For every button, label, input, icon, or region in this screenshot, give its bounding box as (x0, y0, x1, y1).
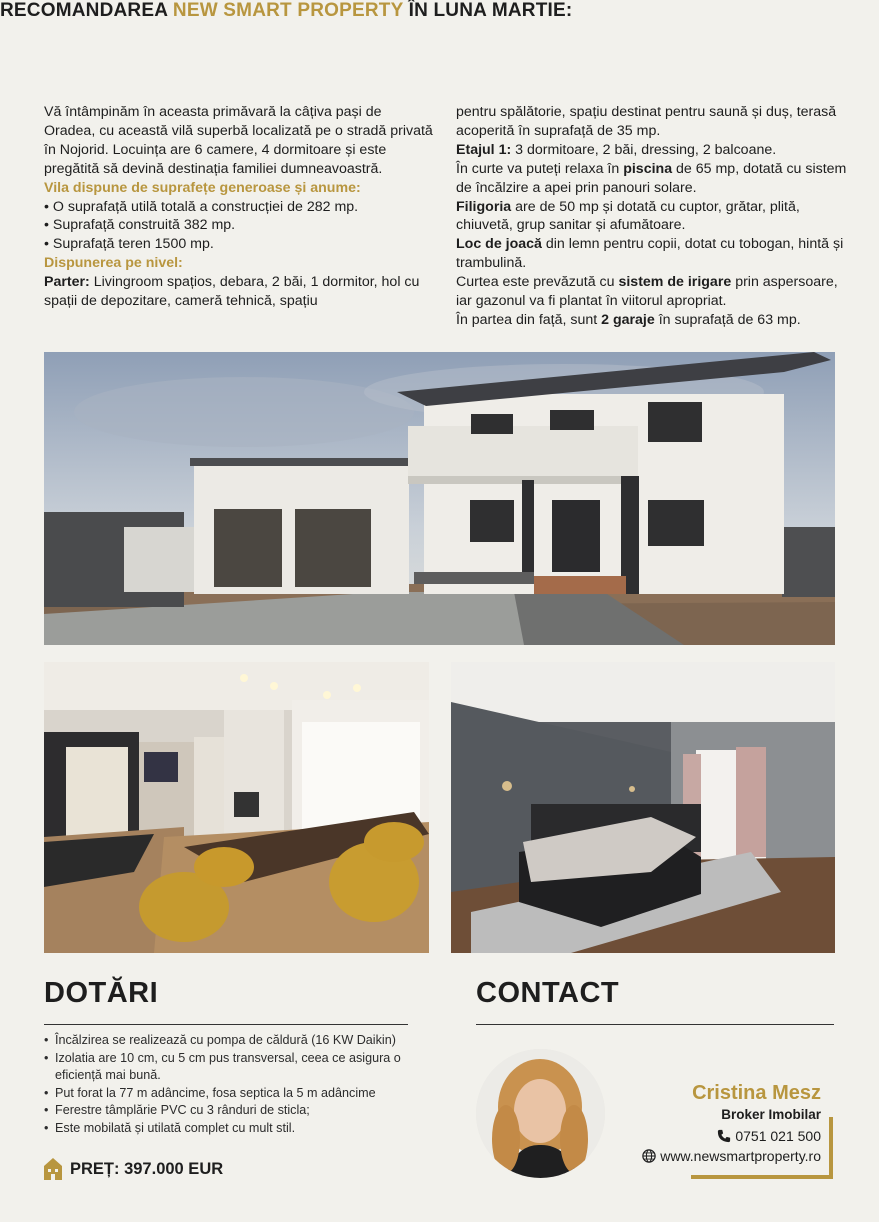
intro-paragraph: Vă întâmpinăm în aceasta primăvară la câțiva pași de Oradea, cu această vilă superbă localizată pe o stradă privată în Nojorid. Locuința are 6 camere, 4 dormitoare și este pregătită să devină destinația familiei dumneavoastră. (44, 104, 433, 177)
price-row (44, 1158, 223, 1180)
irrigation-label: sistem de irigare (618, 274, 732, 291)
filigoria-text: are de 50 mp și dotată cu cuptor, grătar, plită, chiuvetă, grup sanitar și afumătoare. (456, 198, 800, 234)
surfaces-heading: Vila dispune de suprafețe generoase și anume: (44, 179, 361, 196)
description-left-column (44, 103, 436, 311)
surface-item: • Suprafață construită 382 mp. (44, 216, 436, 235)
surface-item: • Suprafață teren 1500 mp. (44, 235, 436, 254)
ground-floor-paragraph (44, 273, 436, 311)
house-icon (44, 1158, 62, 1180)
house-exterior-photo (44, 352, 835, 645)
ground-floor-continued: pentru spălătorie, spațiu destinat pentru saună și duș, terasă acoperită în suprafață de 35 mp. (456, 104, 837, 139)
dotari-item: • Ferestre tâmplărie PVC cu 3 rânduri de sticla; (44, 1102, 404, 1120)
bedroom-photo (451, 662, 835, 953)
first-floor-text: 3 dormitoare, 2 băi, dressing, 2 balcoane. (511, 141, 777, 158)
playground-text: din lemn pentru copii, dotat cu tobogan, hintă și trambulină. (456, 236, 844, 272)
irrigation-pre: Curtea este prevăzută cu (456, 274, 619, 291)
agent-name: Cristina Mesz (692, 1082, 821, 1104)
agent-avatar (476, 1049, 605, 1178)
pool-label: piscina (623, 160, 673, 177)
garage-post: în suprafață de 63 mp. (654, 311, 801, 328)
irrigation-post: prin aspersoare, iar gazonul va fi plantat în viitorul apropriat. (456, 274, 838, 310)
phone-icon (717, 1129, 731, 1143)
first-floor-label: Etajul 1: (456, 141, 512, 158)
garage-label: 2 garaje (601, 311, 655, 328)
dotari-item: • Încălzirea se realizează cu pompa de căldură (16 KW Daikin) (44, 1032, 404, 1050)
pool-paragraph (456, 160, 856, 198)
dotari-item: • Este mobilată și utilată complet cu mult stil. (44, 1120, 404, 1138)
dotari-item: • Izolatia are 10 cm, cu 5 cm pus transversal, ceea ce asigura o eficiență mai bună. (44, 1050, 404, 1085)
headline-brand: NEW SMART PROPERTY (172, 0, 404, 21)
contact-title: CONTACT (476, 977, 620, 1009)
website-row[interactable] (642, 1148, 821, 1164)
globe-icon (642, 1149, 656, 1163)
page-headline (0, 0, 879, 22)
playground-label: Loc de joacă (456, 236, 542, 253)
description-right-column (456, 103, 856, 330)
playground-paragraph (456, 235, 856, 273)
dotari-divider (44, 1024, 408, 1025)
headline-suffix: ÎN LUNA MARTIE: (403, 0, 573, 21)
filigoria-paragraph (456, 198, 856, 236)
website-link[interactable]: www.newsmartproperty.ro (660, 1148, 821, 1164)
surfaces-list (44, 198, 436, 255)
filigoria-label: Filigoria (456, 198, 512, 215)
pool-post: de 65 mp, dotată cu sistem de încălzire a apei prin panouri solare. (456, 160, 847, 196)
price-text: PREȚ: 397.000 EUR (70, 1159, 224, 1178)
ground-floor-text: Livingroom spațios, debara, 2 băi, 1 dormitor, hol cu spații de depozitare, cameră tehnică, spațiu (44, 274, 420, 310)
garage-paragraph (456, 311, 856, 330)
first-floor-paragraph (456, 141, 856, 160)
headline-prefix: RECOMANDAREA (0, 0, 173, 21)
phone-row[interactable] (717, 1128, 821, 1144)
irrigation-paragraph (456, 273, 856, 311)
dotari-list (44, 1032, 404, 1138)
living-room-photo (44, 662, 429, 953)
contact-divider (476, 1024, 834, 1025)
layout-heading: Dispunerea pe nivel: (44, 255, 183, 272)
dotari-title: DOTĂRI (44, 977, 159, 1009)
agent-role: Broker Imobilar (721, 1107, 821, 1122)
ground-floor-label: Parter: (44, 274, 90, 291)
surface-item: • O suprafață utilă totală a construcției de 282 mp. (44, 198, 436, 217)
phone-number[interactable]: 0751 021 500 (735, 1128, 821, 1144)
dotari-item: • Put forat la 77 m adâncime, fosa septica la 5 m adâncime (44, 1085, 404, 1103)
garage-pre: În partea din față, sunt (456, 311, 602, 328)
pool-pre: În curte va puteți relaxa în (456, 160, 624, 177)
